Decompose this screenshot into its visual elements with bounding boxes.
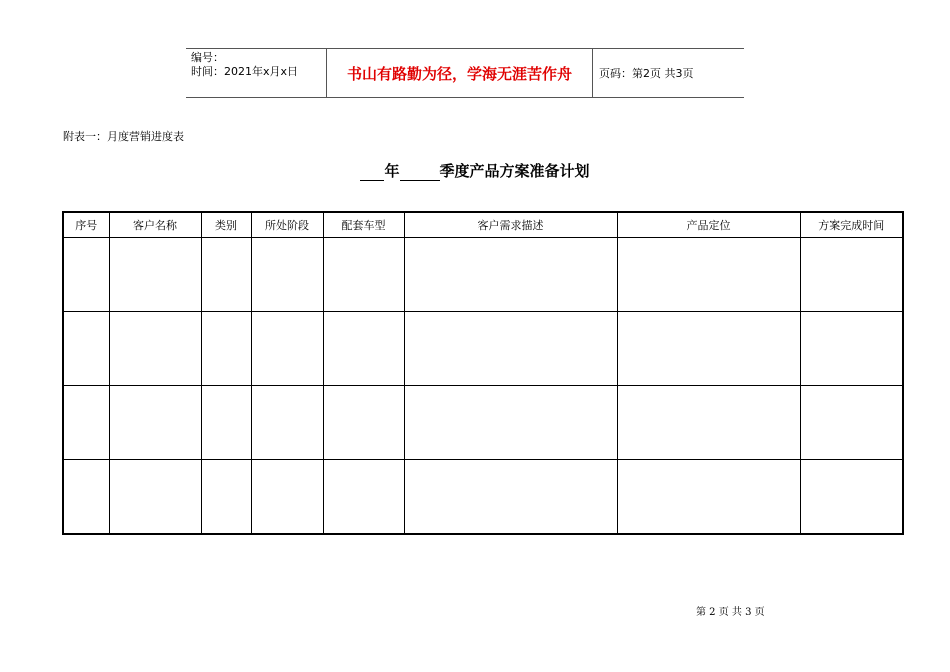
column-header-customer-name: 客户名称 [109,212,201,238]
column-header-stage: 所处阶段 [251,212,323,238]
table-cell [251,386,323,460]
table-cell [251,238,323,312]
table-cell [404,386,617,460]
table-cell [251,460,323,535]
plan-table [62,211,904,535]
table-cell [617,238,800,312]
quarter-blank [400,166,440,181]
page-header [186,48,744,98]
table-cell [109,238,201,312]
column-header-category: 类别 [201,212,251,238]
table-cell [323,238,404,312]
table-cell [201,386,251,460]
table-row [63,312,903,386]
table-cell [404,238,617,312]
document-title [0,160,950,181]
table-row [63,460,903,535]
column-header-positioning: 产品定位 [617,212,800,238]
table-cell [617,312,800,386]
table-cell [201,312,251,386]
title-text: 季度产品方案准备计划 [439,162,590,180]
table-cell [800,460,903,535]
column-header-index: 序号 [63,212,109,238]
time-label: 时间：2021年x月x日 [191,65,299,78]
column-header-requirement: 客户需求描述 [404,212,617,238]
table-cell [63,238,109,312]
table-header-row [63,212,903,238]
table-cell [404,460,617,535]
table-cell [201,460,251,535]
table-row [63,386,903,460]
table-cell [109,460,201,535]
table-cell [800,312,903,386]
table-cell [800,386,903,460]
table-cell [251,312,323,386]
table-cell [404,312,617,386]
page-footer: 第 2 页 共 3 页 [696,607,765,618]
table-cell [617,386,800,460]
header-meta [186,49,327,97]
appendix-label: 附表一：月度营销进度表 [63,130,184,143]
table-cell [109,312,201,386]
column-header-vehicle-model: 配套车型 [323,212,404,238]
table-cell [63,386,109,460]
table-cell [63,312,109,386]
number-label: 编号： [191,51,224,64]
table-cell [323,312,404,386]
table-cell [63,460,109,535]
motto: 书山有路勤为径，学海无涯苦作舟 [327,49,593,97]
table-cell [617,460,800,535]
page-indicator: 页码：第2页 共3页 [599,67,694,80]
table-cell [201,238,251,312]
table-row [63,238,903,312]
title-year-suffix: 年 [384,162,400,180]
table-cell [323,460,404,535]
column-header-completion-time: 方案完成时间 [800,212,903,238]
table-cell [109,386,201,460]
table-cell [800,238,903,312]
table-cell [323,386,404,460]
year-blank [360,166,384,181]
